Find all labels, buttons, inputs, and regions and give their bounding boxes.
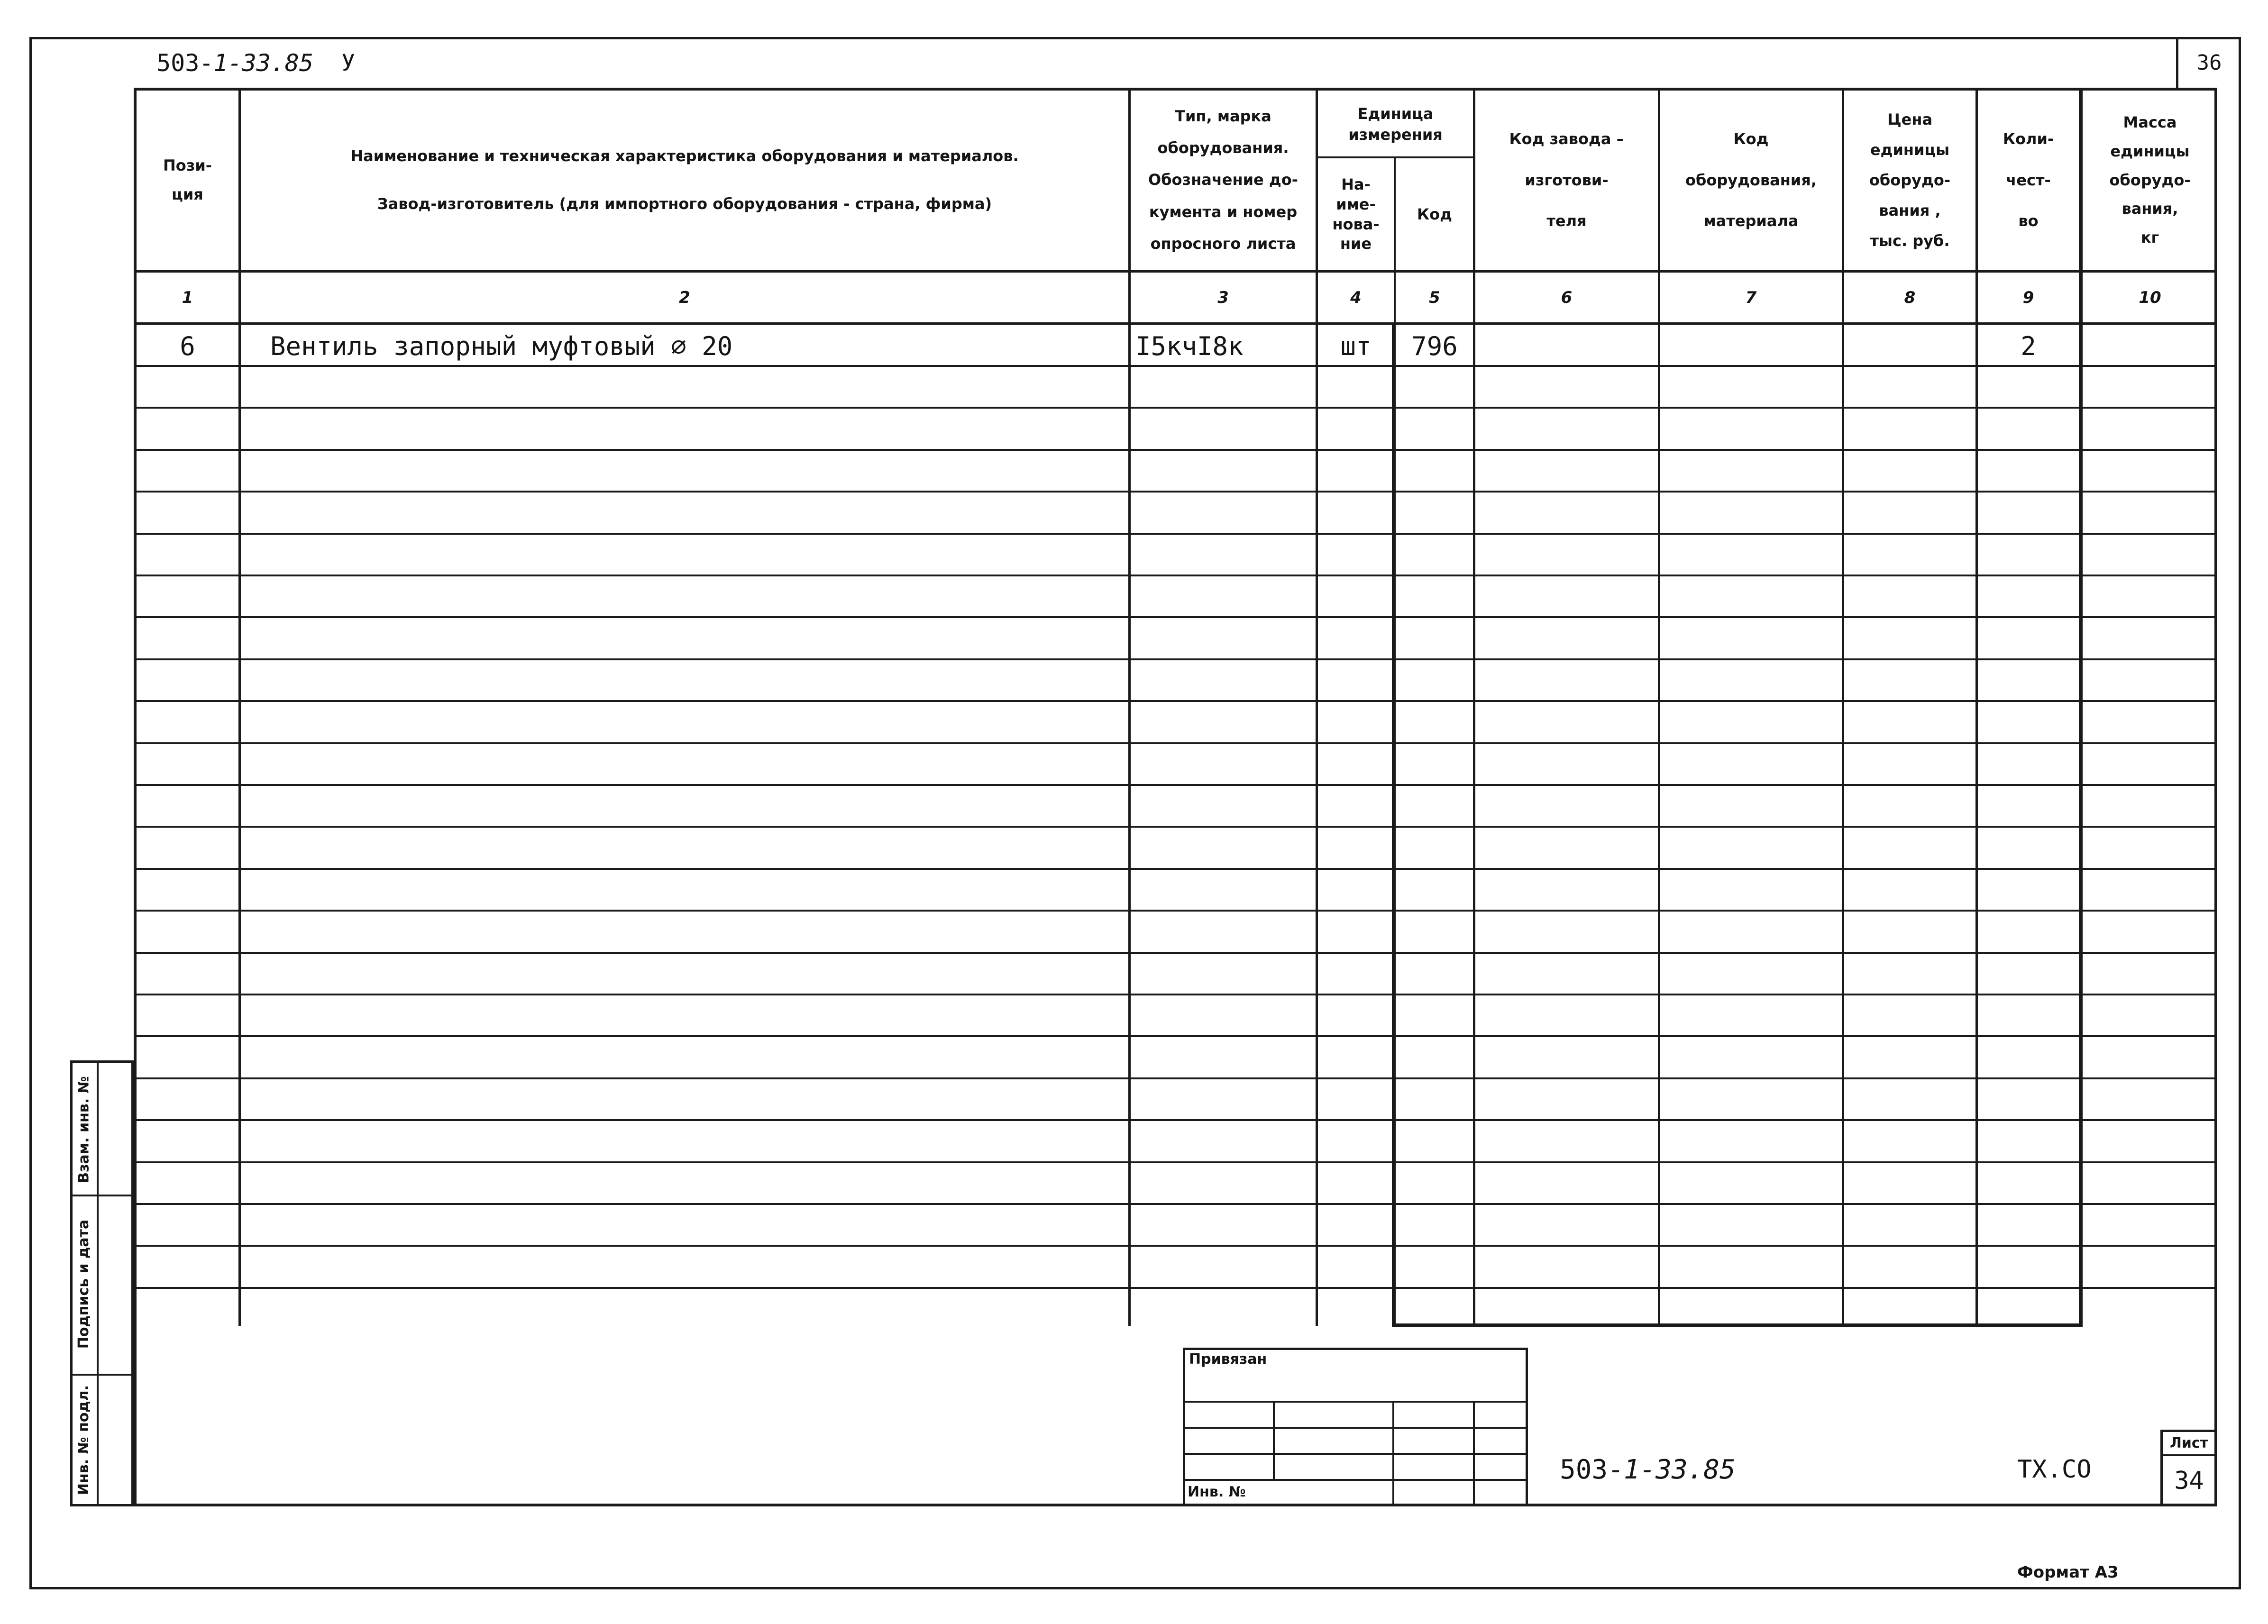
privyazan-label: Привязан xyxy=(1189,1351,1267,1368)
row-line xyxy=(134,700,2217,702)
row-line xyxy=(134,784,2217,786)
row-line xyxy=(134,449,2217,451)
row-line xyxy=(134,575,2217,576)
privyazan-line-3 xyxy=(1183,1453,1528,1455)
row-line xyxy=(134,868,2217,870)
colnum-3: 3 xyxy=(1217,288,1229,307)
row-unit: шт xyxy=(1340,331,1372,361)
row-name: Вентиль запорный муфтовый ∅ 20 xyxy=(270,331,733,361)
header-price: Цена единицы оборудо- вания , тыс. руб. xyxy=(1869,110,1951,250)
header-unit-code: Код xyxy=(1417,205,1452,224)
page-corner-number: 36 xyxy=(2196,50,2222,75)
colnum-4: 4 xyxy=(1350,288,1362,307)
top-document-code xyxy=(156,46,313,80)
colnum-2: 2 xyxy=(679,288,690,307)
column-numbers-bottom-line xyxy=(134,322,2217,325)
row-code: 796 xyxy=(1411,331,1458,361)
colnum-9: 9 xyxy=(2022,288,2034,307)
row-line xyxy=(134,1119,2217,1121)
row-line xyxy=(134,826,2217,828)
title-code-prefix: 503- xyxy=(1560,1454,1624,1485)
colnum-7: 7 xyxy=(1745,288,1757,307)
sheet-code: ТХ.СО xyxy=(2017,1455,2092,1484)
table-body-bottom xyxy=(1392,1323,2083,1327)
col-line-5 xyxy=(1392,322,1396,1327)
row-type: I5кчI8к xyxy=(1135,331,1244,361)
row-line xyxy=(134,658,2217,660)
privyazan-col-3 xyxy=(1473,1401,1475,1506)
format-label: Формат А3 xyxy=(2017,1563,2119,1582)
side-stamp-inner-line xyxy=(97,1060,99,1506)
row-line xyxy=(134,910,2217,912)
row-line xyxy=(134,994,2217,995)
header-quantity: Коли- чест- во xyxy=(2003,130,2054,230)
privyazan-col-1 xyxy=(1273,1401,1275,1479)
title-block-code xyxy=(1560,1451,1736,1488)
title-code-tail: 1-33.85 xyxy=(1623,1454,1736,1485)
row-equipment-code xyxy=(1660,327,1842,365)
row-line xyxy=(134,533,2217,535)
header-unit: Единица измерения xyxy=(1348,105,1443,144)
col-line-10 xyxy=(2079,88,2083,1327)
colnum-10: 10 xyxy=(2139,288,2161,307)
top-code-tail: 1-33.85 xyxy=(213,49,314,77)
row-line xyxy=(134,616,2217,618)
header-name xyxy=(241,90,1128,270)
row-line xyxy=(134,742,2217,744)
row-line xyxy=(134,407,2217,409)
row-line xyxy=(134,1245,2217,1247)
row-line xyxy=(134,1287,2217,1289)
sheet-label: Лист xyxy=(2169,1434,2209,1451)
row-line xyxy=(134,365,2217,367)
row-plant-code xyxy=(1475,327,1658,365)
row-price xyxy=(1844,327,1975,365)
row-line xyxy=(134,1161,2217,1163)
row-line xyxy=(134,491,2217,493)
header-equipment-code: Код оборудования, материала xyxy=(1685,130,1817,230)
row-line xyxy=(134,1203,2217,1205)
corner-divider xyxy=(2176,38,2178,88)
row-line xyxy=(134,1035,2217,1037)
side-stamp-vzam: Взам. инв. № xyxy=(75,1076,92,1183)
row-line xyxy=(134,1077,2217,1079)
top-code-prefix: 503- xyxy=(156,49,214,77)
top-mark: У xyxy=(341,50,355,76)
row-line xyxy=(134,952,2217,954)
privyazan-line-2 xyxy=(1183,1427,1528,1429)
sheet-number: 34 xyxy=(2174,1467,2204,1495)
header-mass: Масса единицы оборудо- вания, кг xyxy=(2109,113,2191,247)
row-position: 6 xyxy=(180,331,195,361)
colnum-8: 8 xyxy=(1904,288,1916,307)
privyazan-line-1 xyxy=(1183,1401,1528,1403)
header-unit-name: На- име- нова- ние xyxy=(1332,175,1380,253)
privyazan-col-2 xyxy=(1392,1401,1394,1506)
header-plant-code: Код завода – изготови- теля xyxy=(1509,130,1624,230)
inv-no-label: Инв. № xyxy=(1188,1484,1246,1500)
unit-header-divider xyxy=(1316,156,1474,158)
colnum-5: 5 xyxy=(1429,288,1440,307)
side-stamp-inv: Инв. № подл. xyxy=(75,1385,92,1496)
colnum-6: 6 xyxy=(1561,288,1573,307)
header-type: Тип, марка оборудования. Обозначение до- кумента и номер опросного листа xyxy=(1148,107,1298,253)
row-mass xyxy=(2083,327,2217,365)
privyazan-line-4 xyxy=(1183,1479,1528,1481)
side-stamp-podpis: Подпись и дата xyxy=(75,1219,92,1349)
colnum-1: 1 xyxy=(182,288,193,307)
header-name-line1: Наименование и техническая характеристика оборудования и материалов. xyxy=(350,147,1019,165)
header-position: Пози- ция xyxy=(163,156,212,203)
row-quantity: 2 xyxy=(2021,331,2036,361)
header-name-line2: Завод-изготовитель (для импортного оборудования - страна, фирма) xyxy=(377,195,992,213)
